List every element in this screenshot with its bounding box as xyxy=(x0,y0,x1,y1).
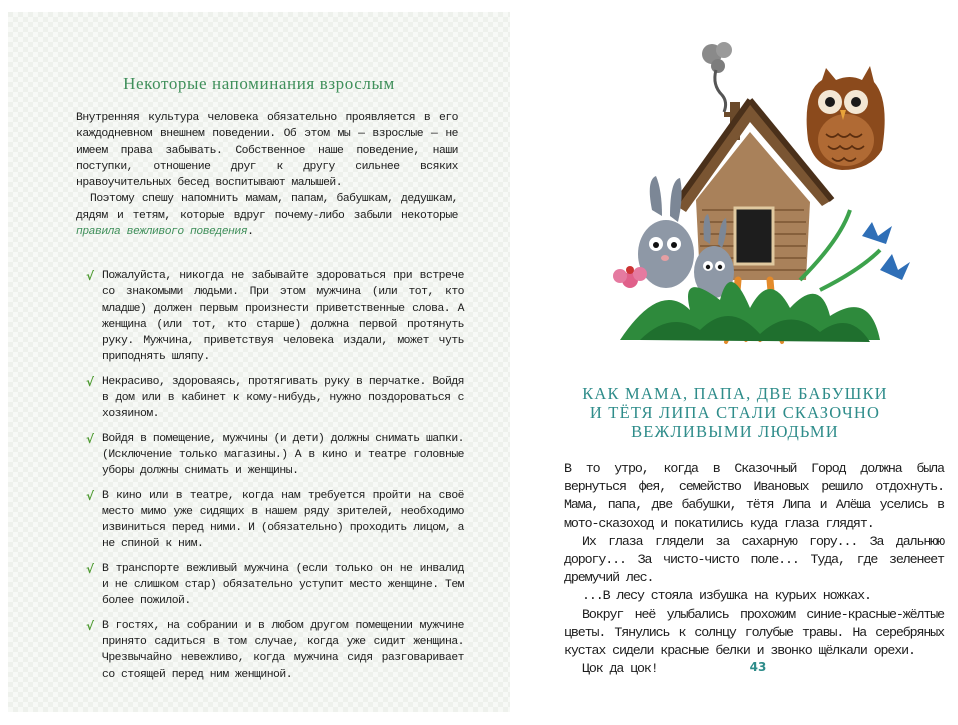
right-page xyxy=(520,12,950,712)
intro-paragraph-2-text: Поэтому спешу напомнить мамам, папам, бабушкам, дедушкам, дядям и тетям, которые вдруг почему-либо забыли некоторые xyxy=(76,193,458,222)
check-icon: √ xyxy=(86,269,94,283)
check-icon: √ xyxy=(86,618,94,633)
rule-item xyxy=(86,431,464,480)
page-number: 43 xyxy=(749,660,767,674)
hut-on-chicken-legs-illustration xyxy=(600,40,910,360)
check-icon: √ xyxy=(86,431,94,446)
story-paragraph: ...В лесу стояла избушка на курьих ножках. xyxy=(582,588,871,604)
story-title-line: И ТЁТЯ ЛИПА СТАЛИ СКАЗОЧНО xyxy=(589,403,881,422)
intro-paragraph-2 xyxy=(76,191,458,240)
story-text xyxy=(564,460,944,678)
check-icon: √ xyxy=(86,374,94,389)
rule-item xyxy=(86,618,464,683)
rules-highlight: правила вежливого поведения xyxy=(76,226,248,239)
rule-item xyxy=(86,374,464,423)
left-page-title: Некоторые напоминания взрослым xyxy=(123,74,395,93)
smoke-icon xyxy=(702,42,732,112)
rule-text: В гостях, на собрании и в любом другом помещении мужчине принято садиться в том случае, когда уже сидит женщина. Чрезвычайно невежливо, когда мужчина сидя разговаривает со стоящей перед ним женщиной. xyxy=(102,619,464,681)
rule-item xyxy=(86,561,464,610)
rule-text: Пожалуйста, никогда не забывайте здороваться при встрече со знакомыми людьми. При этом мужчина (или тот, кто младше) должен первым произнести приветственные слова. А женщина (или тот, кто старше) должна первой протянуть руку. Мужчина, приветствуя человека издали, может чуть приподнять шляпу. xyxy=(102,270,464,364)
hut-window xyxy=(735,208,773,264)
story-paragraph: Вокруг неё улыбались прохожим синие-красные-жёлтые цветы. Тянулись к солнцу голубые травы. На серебряных кустах сидели красные белки и звонко щёлкали орехи. xyxy=(564,606,944,659)
intro-paragraph-2-end: . xyxy=(247,226,254,239)
story-paragraph: Их глаза глядели за сахарную гору... За дальнюю дорогу... За чисто-чисто поле... Туда, где зеленеет дремучий лес. xyxy=(564,533,944,586)
pink-flower xyxy=(613,266,647,288)
story-title-line: КАК МАМА, ПАПА, ДВЕ БАБУШКИ xyxy=(582,384,888,403)
check-icon: √ xyxy=(86,488,94,503)
story-paragraph: Цок да цок! xyxy=(582,661,658,677)
blue-flowers xyxy=(862,222,910,280)
story-title xyxy=(530,384,940,441)
rule-text: Некрасиво, здороваясь, протягивать руку в перчатке. Войдя в дом или в кабинет к кому-нибудь, нужно поздороваться с хозяином. xyxy=(102,375,464,421)
story-paragraph: В то утро, когда в Сказочный Город должна была вернуться фея, семейство Ивановых решило отдохнуть. Мама, папа, две бабушки, тётя Липа и Алёша уселись в мото-сказоход и покатились куда глаза глядят. xyxy=(564,461,944,531)
check-icon: √ xyxy=(86,561,94,576)
intro-paragraph-1: Внутренняя культура человека обязательно проявляется в его каждодневном внешнем поведении. Об этом мы — взрослые — не имеем права забывать. Собственное наше поведение, наши поступки, отношение друг к другу сильнее всяких нравоучительных бесед воспитывают малышей. xyxy=(76,112,458,190)
rule-item xyxy=(86,268,464,366)
story-title-line: ВЕЖЛИВЫМИ ЛЮДЬМИ xyxy=(631,422,839,441)
left-page xyxy=(8,12,510,712)
owl xyxy=(807,66,885,170)
rule-item xyxy=(86,488,464,553)
rule-text: Войдя в помещение, мужчины (и дети) должны снимать шапки. (Исключение только магазины.) А в кино и театре головные уборы должны снимать и женщины. xyxy=(102,432,464,478)
intro-text xyxy=(76,110,458,240)
rules-list xyxy=(86,268,464,691)
rule-text: В транспорте вежливый мужчина (если только он не инвалид и не слишком стар) обязательно уступит место женщине. Тем более пожилой. xyxy=(102,562,464,608)
rule-text: В кино или в театре, когда нам требуется пройти на своё место мимо уже сидящих в нашем ряду зрителей, необходимо извиниться перед ними. И (обязательно) проходить лицом, а не спиной к ним. xyxy=(102,489,464,551)
